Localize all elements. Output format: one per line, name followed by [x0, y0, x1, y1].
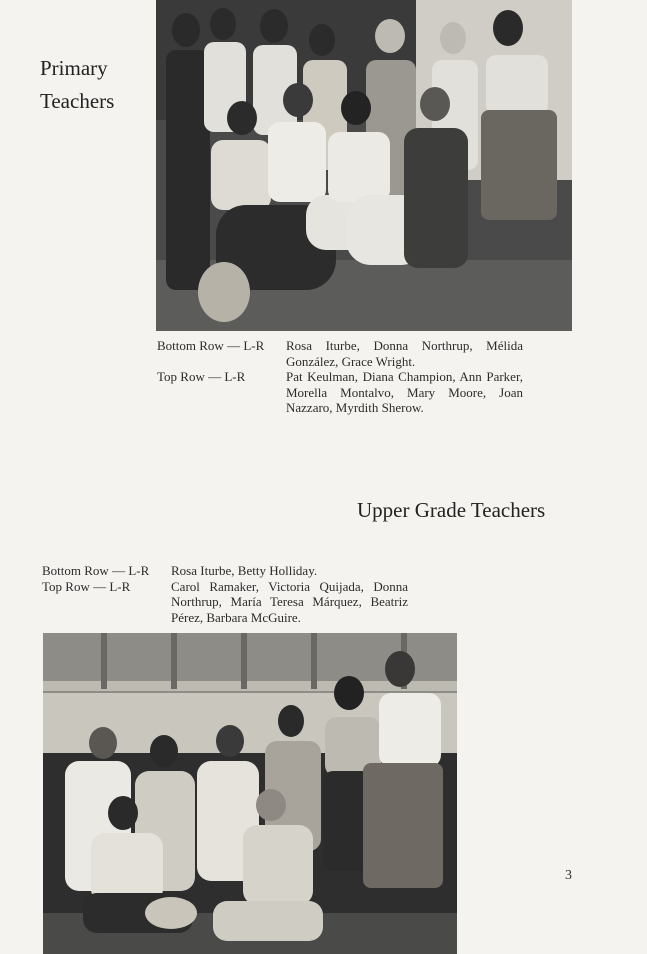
primary-heading-line1: Primary [40, 56, 108, 80]
bottom-row-names: Rosa Iturbe, Betty Holliday. [171, 563, 318, 578]
top-row-label: Top Row — L-R [42, 578, 131, 594]
bottom-row-label: Bottom Row — L-R [157, 338, 265, 353]
primary-teachers-heading [40, 52, 114, 118]
caption-bottom-row [42, 563, 408, 579]
caption-top-row [157, 369, 523, 416]
upper-teachers-caption [42, 563, 408, 625]
top-row-label: Top Row — L-R [157, 369, 246, 384]
primary-heading-line2: Teachers [40, 89, 115, 113]
caption-bottom-row [157, 338, 523, 369]
top-row-names: Carol Ramaker, Victoria Quijada, Donna Northrup, María Teresa Márquez, Beatriz Pérez, Barbara McGuire. [171, 578, 408, 625]
upper-grade-teachers-heading: Upper Grade Teachers [357, 498, 546, 522]
page-number: 3 [565, 868, 572, 883]
top-row-names: Pat Keulman, Diana Champion, Ann Parker, Morella Montalvo, Mary Moore, Joan Nazzaro, Myrdith Sherow. [286, 369, 523, 415]
primary-teachers-caption [157, 338, 523, 416]
bottom-row-label: Bottom Row — L-R [42, 563, 150, 578]
caption-top-row [42, 579, 408, 626]
bottom-row-names: Rosa Iturbe, Donna Northrup, Mélida González, Grace Wright. [286, 338, 523, 369]
primary-teachers-photo [156, 0, 572, 331]
upper-teachers-photo [43, 633, 457, 954]
